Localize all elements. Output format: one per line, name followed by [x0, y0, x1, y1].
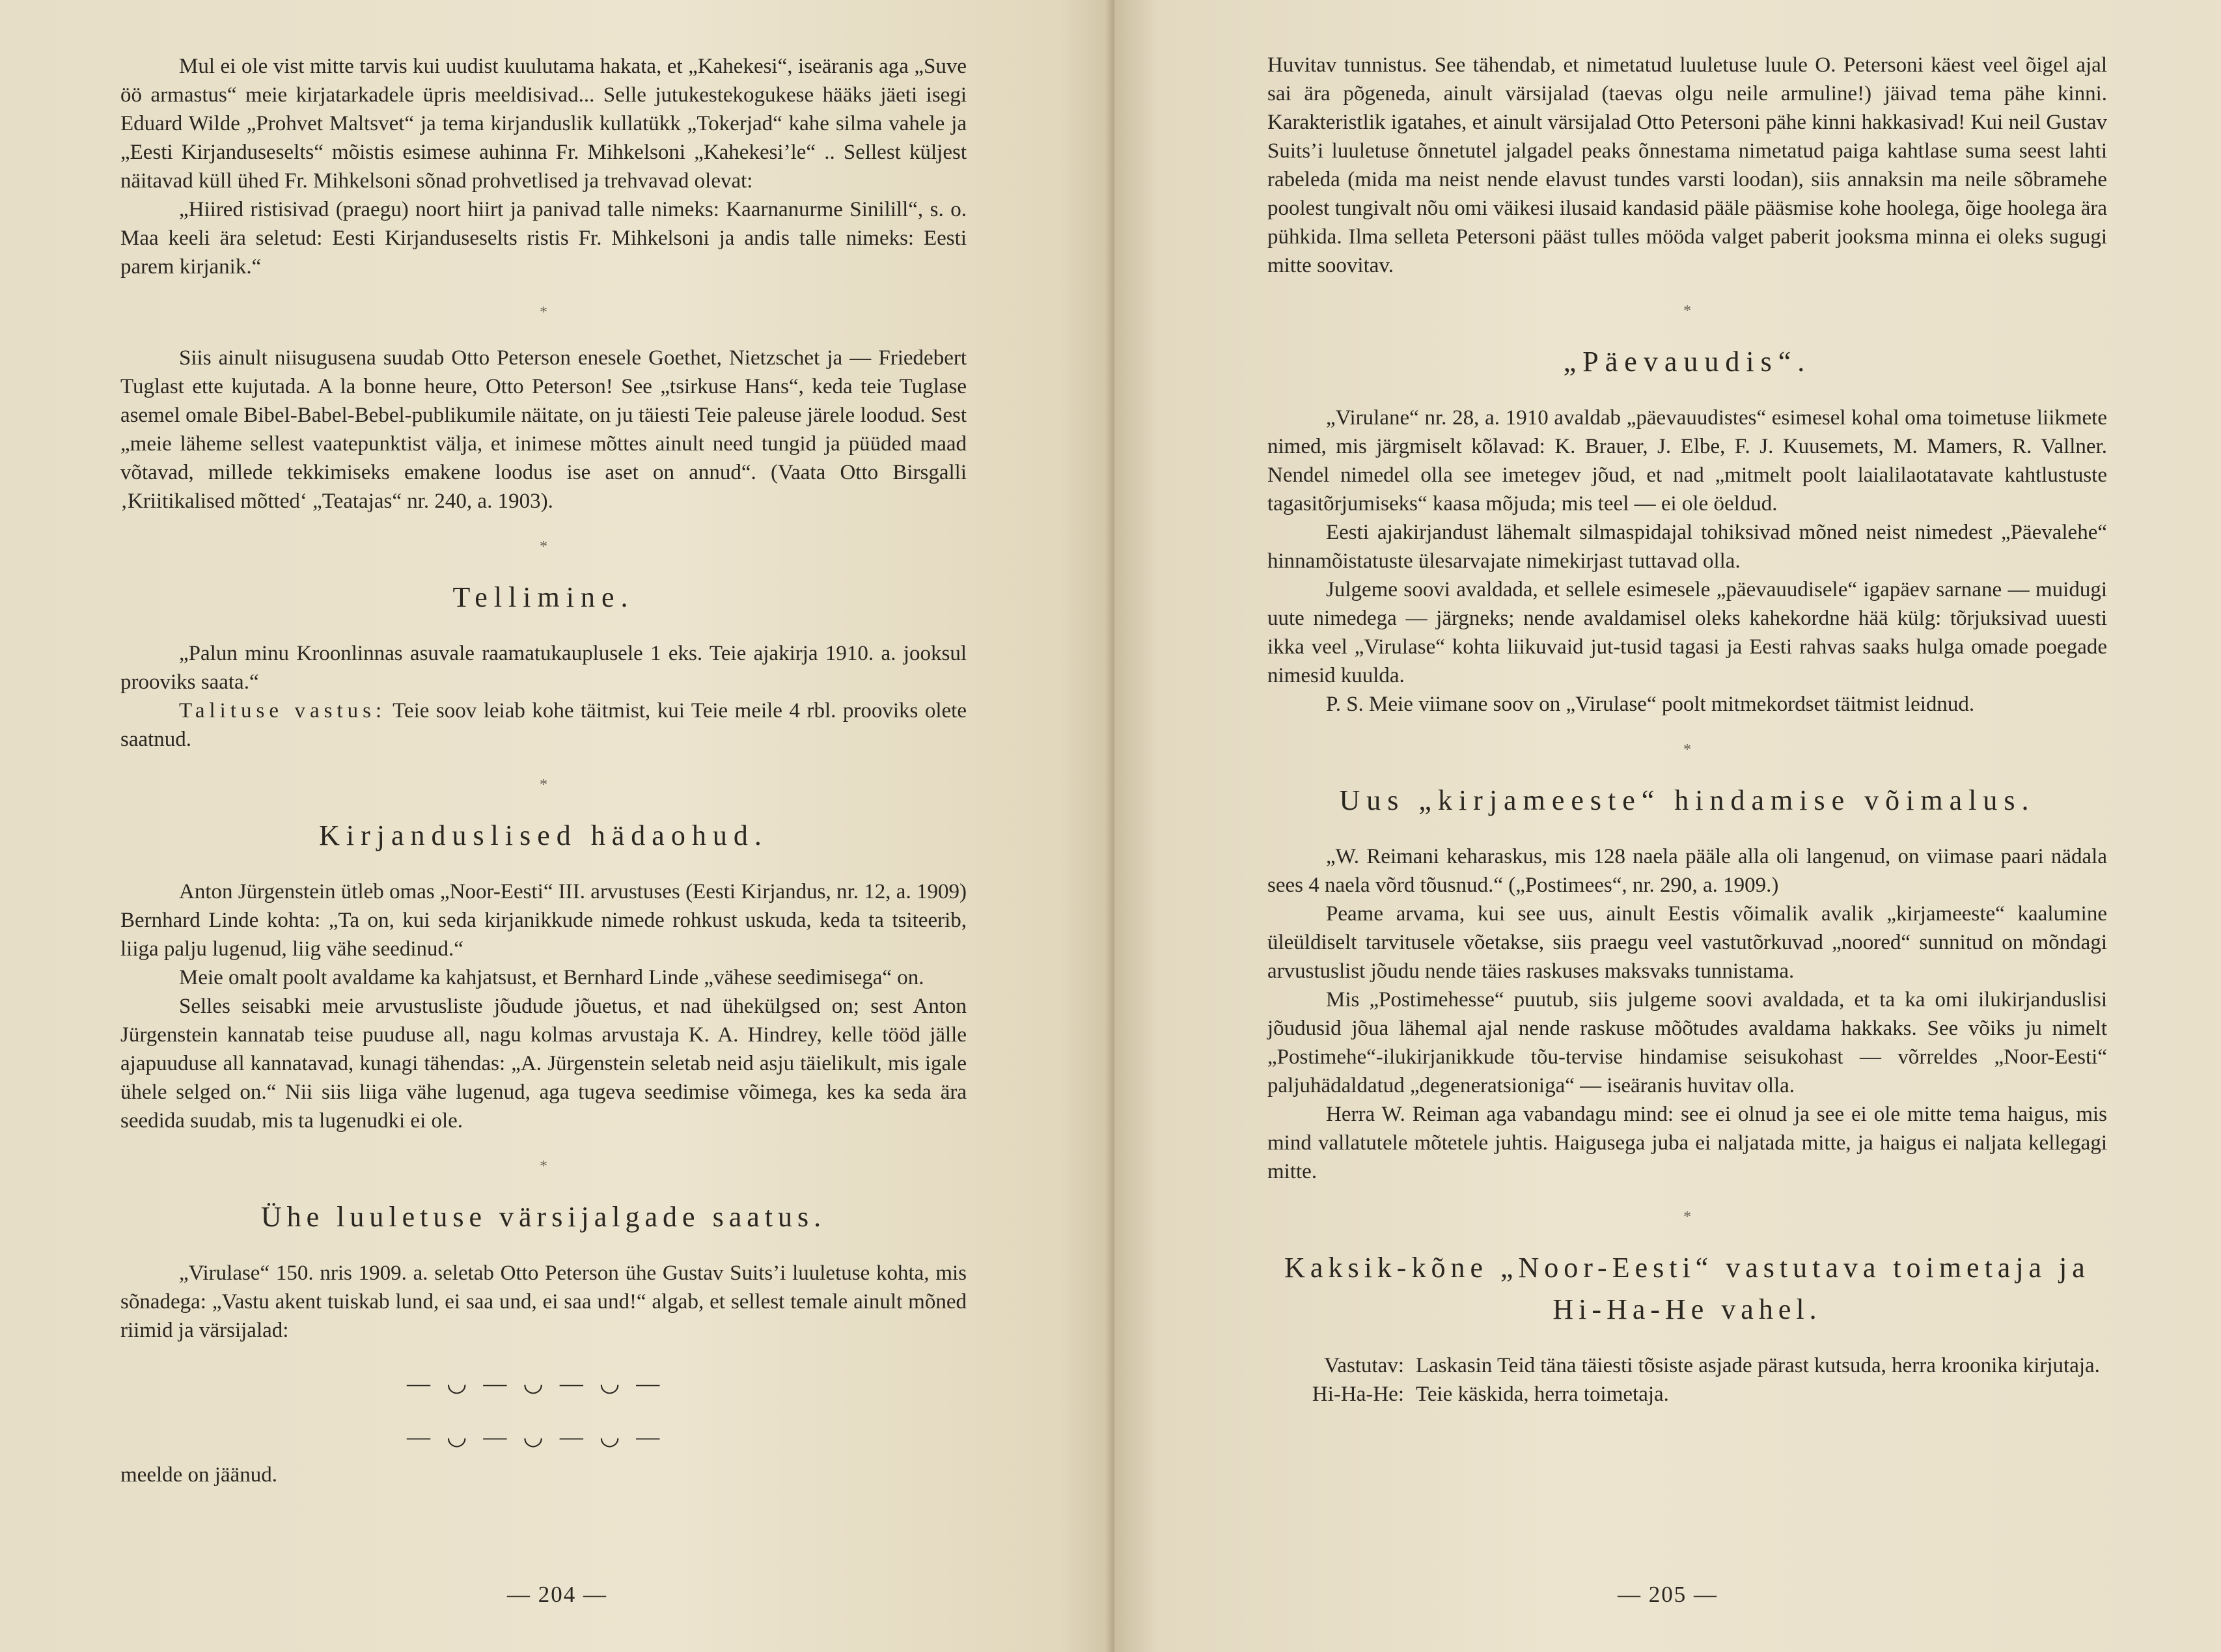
verse-meter-line: — ◡ — ◡ — ◡ — — [407, 1370, 665, 1396]
paragraph: „Palun minu Kroonlinnas asuvale raamatukauplusele 1 eks. Teie ajakirja 1910. a. jooksul prooviks saata.“ — [120, 642, 967, 694]
section-heading: Ühe luuletuse värsijalgade saatus. — [260, 1201, 827, 1233]
section-divider: * — [1683, 1209, 1691, 1226]
section-heading: „Päevauudis“. — [1563, 346, 1812, 378]
section-heading: Hi-Ha-He vahel. — [1552, 1293, 1822, 1325]
paragraph: P. S. Meie viimane soov on „Virulase“ poolt mitmekordset täitmist leidnud. — [1326, 693, 1975, 716]
paragraph — [120, 696, 967, 754]
paragraph: Mul ei ole vist mitte tarvis kui uudist kuulutama hakata, et „Kahekesi“, iseäranis aga „Suve öö armastus“ meie kirjatarkadele üpris meeldisivad... Selle jutukestekogukese hääks jäeti isegi Eduard Wilde „Prohvet Maltsvet“ ja tema kirjanduslik kullatükk „Tokerjad“ kahe silma vahele ja „Eesti Kirjanduseselts“ mõistis esimese auhinna Fr. Mihkelsoni „Kahekesi’le“ .. Sellest küljest näitavad küll ühed Fr. Mihkelsoni sõnad prohvetlised ja trehvavad olevat: — [120, 55, 967, 193]
section-heading: Uus „kirjameeste“ hindamise võimalus. — [1339, 784, 2035, 816]
paragraph: Peame arvama, kui see uus, ainult Eestis võimalik avalik „kirjameeste“ kaalumine üleüldiselt tarvitusele võetakse, siis praegu veel vastutõrkuvad „noored“ sunnitud on mõndagi arvustuslist jõudu nende täies raskuses maksvaks tunnistama. — [1267, 902, 2107, 983]
right-column — [1267, 51, 2107, 1409]
section-divider: * — [540, 777, 547, 793]
paragraph: „W. Reimani keharaskus, mis 128 naela pääle alla oli langenud, on viimase paari nädala sees 4 naela võrd tõusnud.“ („Postimees“, nr. 290, a. 1909.) — [1267, 845, 2107, 897]
verse-meter-line: — ◡ — ◡ — ◡ — — [407, 1424, 665, 1450]
section-divider: * — [540, 1158, 547, 1175]
paragraph: „Hiired ristisivad (praegu) noort hiirt ja panivad talle nimeks: Kaarnanurme Sinilill“, s. o. Maa keeli ära seletud: Eesti Kirjanduseselts ristis Fr. Mihkelsoni ja andis talle nimeks: Eesti parem kirjanik.“ — [120, 198, 967, 279]
reply-text: Teie soov leiab kohe täitmist, kui Teie meile 4 rbl. prooviks olete saatnud. — [120, 699, 967, 751]
section-heading: Kirjanduslised hädaohud. — [319, 819, 768, 851]
reply-label: Talituse vastus: — [179, 699, 387, 723]
right-page — [1114, 0, 2221, 1652]
dialogue — [1267, 1351, 2107, 1409]
paragraph: Huvitav tunnistus. See tähendab, et nimetatud luuletuse luule O. Petersoni käest veel õigel ajal sai ära põgeneda, ainult värsijalad (taevas olgu neile armuline!) jäivad tema pähe kinni. Karakteristlik igatahes, et ainult värsijalad Otto Petersoni pähe kinni hakkasivad! Kui neil Gustav Suits’i luuletuse õnnetutel jalgadel peaks õnnestama nimetatud paiga kahtlase suma seest lahti rabeleda (mida ma neist nende elavust tundes varsti loodan), siis annaksin ma neile sõbramehe poolest tungivalt nõu omi väikesi ilusaid kandasid pääle pääsmise kohe hoolega, õige hoolega ära pühkida. Ilma selleta Petersoni pääst tulles mööda valget paberit jooksma minna ei oleks sugugi mitte soovitav. — [1267, 53, 2107, 277]
paragraph: Mis „Postimehesse“ puutub, siis julgeme soovi avaldada, et ta ka omi ilukirjanduslisi jõudusid jõua lähemal ajal nende raskuse mõõtudes avaldama hakkaks. See võiks ju nimelt „Postimehe“-ilukirjanikkude tõu-tervise hindamise seisukohast — võrreldes „Noor-Eesti“ paljuhädaldatud „degeneratsioniga“ — iseäranis huvitav olla. — [1267, 988, 2107, 1097]
dialogue-line: Teie käskida, herra toimetaja. — [1416, 1383, 1669, 1406]
section-divider: * — [540, 304, 547, 321]
section-heading: Kaksik-kõne „Noor-Eesti“ vastutava toimetaja ja — [1284, 1252, 2090, 1284]
section-divider: * — [1683, 303, 1691, 320]
paragraph: Siis ainult niisugusena suudab Otto Peterson enesele Goethet, Nietzschet ja — Friedebert Tuglast ette kujutada. A la bonne heure, Otto Peterson! See „tsirkuse Hans“, keda teie Tuglase asemel omale Bibel-Babel-Bebel-publikumile näitate, on ju täiesti Teie paleuse järele loodud. Sest „meie läheme sellest vaatepunktist välja, et inimese mõttes ainult need tungid ja püüded maad võtavad, millede tekkimiseks emakene loodus ise aset on annud“. (Vaata Otto Birsgalli ‚Kriitikalised mõtted‘ „Teatajas“ nr. 240, a. 1903). — [120, 346, 967, 513]
section-divider: * — [1683, 741, 1691, 758]
paragraph: Meie omalt poolt avaldame ka kahjatsust, et Bernhard Linde „vähese seedimisega“ on. — [179, 966, 924, 989]
paragraph: Anton Jürgenstein ütleb omas „Noor-Eesti“ III. arvustuses (Eesti Kirjandus, nr. 12, a. 1909) Bernhard Linde kohta: „Ta on, kui seda kirjanikkude nimede rohkust uskuda, keda ta tsiteerib, liiga palju lugenud, liig vähe seedinud.“ — [120, 880, 967, 961]
speaker-label: Vastutav: — [1324, 1354, 1404, 1377]
section-heading: Tellimine. — [452, 581, 635, 613]
paragraph: Selles seisabki meie arvustusliste jõudude jõuetus, et nad ühekülgsed on; sest Anton Jürgenstein kannatab teise puuduse all, nagu kolmas arvustaja K. A. Hindrey, kelle tööd jälle ajapuuduse all kannatavad, kunagi tähendas: „A. Jürgenstein seletab neid asju täielikult, mis igale ühele selged on.“ Nii siis liiga vähe lugenud, aga tugeva seedimise võimega, kes ka seda ära seedida suudab, mis ta lugenudki ei ole. — [120, 995, 967, 1133]
dialogue-line: Laskasin Teid täna täiesti tõsiste asjade pärast kutsuda, herra kroonika kirjutaja. — [1416, 1354, 2100, 1377]
paragraph: Julgeme soovi avaldada, et sellele esimesele „päevauudisele“ igapäev sarnane — muidugi uute nimedega — järgneks; nende avaldamisel oleks kahekordne hää külg: tõrjuksivad uuesti ikka veel „Virulase“ kohta liikuvaid jut-tusid tagasi ja Eesti rahvas saaks hulga omade poegade nimesid kuulda. — [1267, 578, 2107, 687]
paragraph: meelde on jäänud. — [120, 1463, 277, 1487]
left-column — [120, 52, 967, 1489]
section-divider: * — [540, 538, 547, 555]
page-number: — 205 — — [1618, 1582, 1718, 1607]
page-number: — 204 — — [507, 1582, 607, 1607]
paragraph: Eesti ajakirjandust lähemalt silmaspidajal tohiksivad mõned neist nimedest „Päevalehe“ hinnamõistatuste ülesarvajate nimekirjast tuttavad olla. — [1267, 521, 2107, 573]
paragraph: „Virulane“ nr. 28, a. 1910 avaldab „päevauudistes“ esimesel kohal oma toimetuse liikmete nimed, mis järgmiselt kõlavad: K. Brauer, J. Elbe, F. J. Kuusemets, M. Mamers, R. Vallner. Nendel nimedel olla see imetegev jõud, et nad „mitmelt poolt laialilaotatavate kahtlustuste tagasitõrjumiseks“ kaasa mõjuda; mis teel — ei ole öeldud. — [1267, 406, 2107, 516]
paragraph: „Virulase“ 150. nris 1909. a. seletab Otto Peterson ühe Gustav Suits’i luuletuse kohta, mis sõnadega: „Vastu akent tuiskab lund, ei saa und, ei saa und!“ algab, et sellest temale ainult mõned riimid ja värsijalad: — [120, 1261, 967, 1342]
speaker-label: Hi-Ha-He: — [1312, 1383, 1404, 1406]
paragraph: Herra W. Reiman aga vabandagu mind: see ei olnud ja see ei ole mitte tema haigus, mis mind vallatutele mõtetele juhtis. Haigusega juba ei naljatada mitte, ja haigus ei naljata kellegagi mitte. — [1267, 1103, 2107, 1183]
